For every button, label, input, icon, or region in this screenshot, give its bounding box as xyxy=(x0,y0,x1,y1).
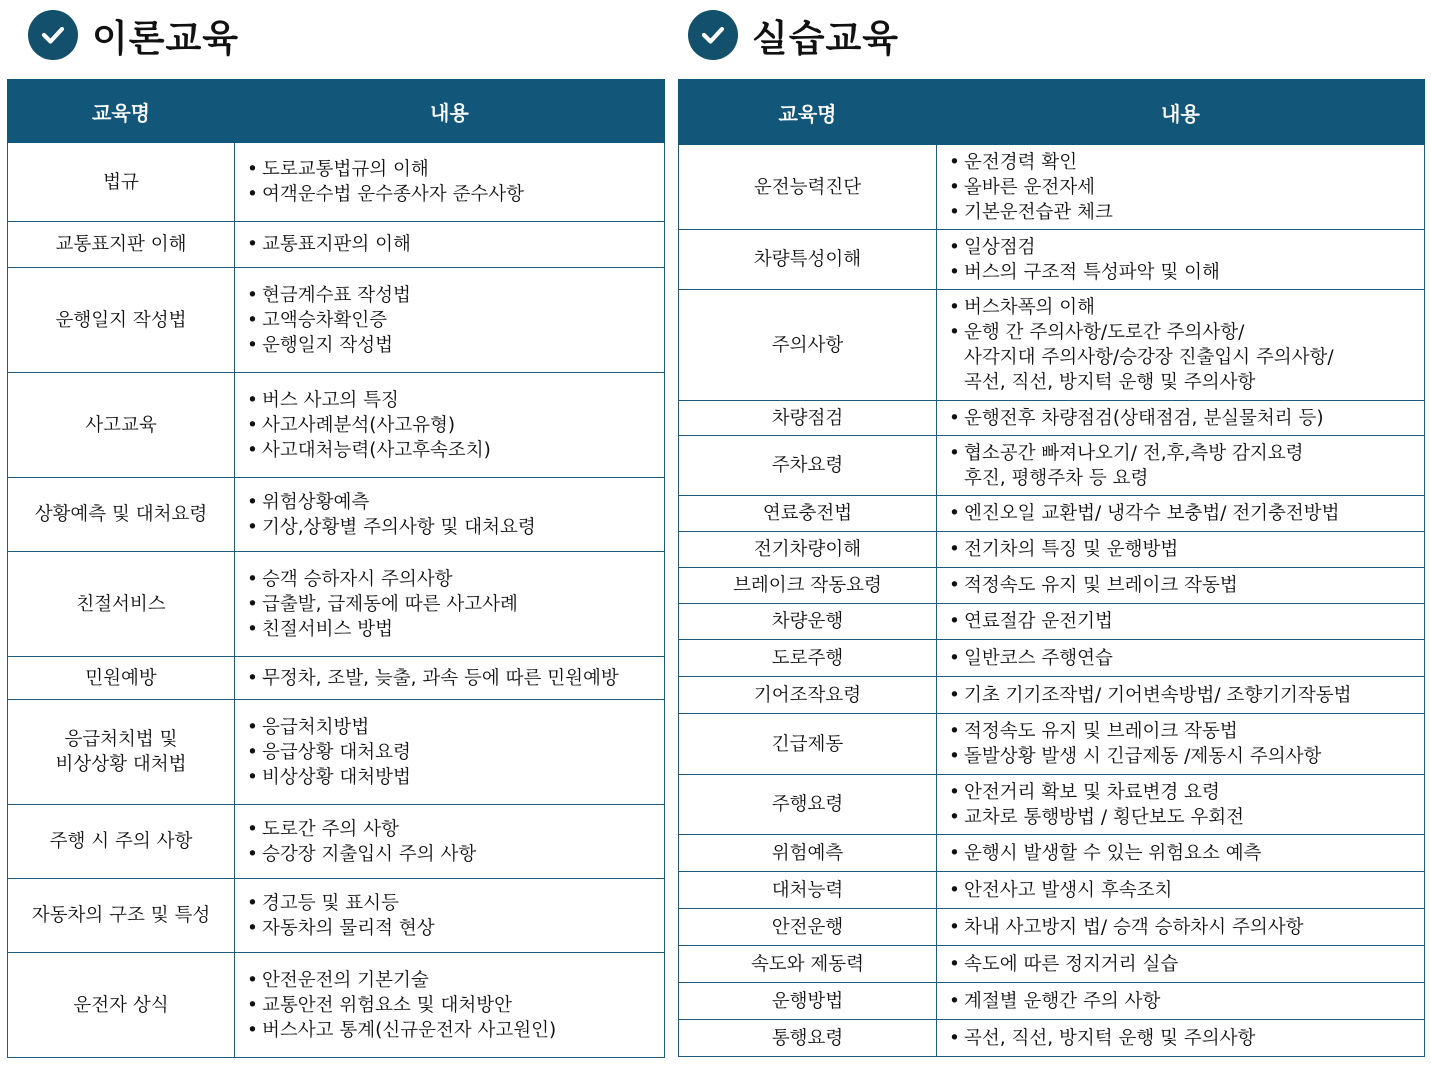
section-header-theory xyxy=(28,8,239,62)
list-item: • 버스사고 통계(신규운전자 사고원인) xyxy=(245,1018,664,1043)
list-item: • 운행전후 차량점검(상태점검, 분실물처리 등) xyxy=(947,406,1424,431)
content-list xyxy=(947,683,1424,708)
list-item: • 일상점검 xyxy=(947,235,1424,260)
column-header-name: 교육명 xyxy=(679,80,937,145)
course-content xyxy=(235,552,665,657)
table-row xyxy=(679,775,1425,835)
column-header-name: 교육명 xyxy=(8,80,235,143)
table-row xyxy=(679,532,1425,568)
section-title: 이론교육 xyxy=(92,17,239,60)
course-name: 운행방법 xyxy=(679,983,937,1020)
table-row xyxy=(8,143,665,222)
content-list xyxy=(245,567,664,642)
list-item: • 기초 기기조작법/ 기어변속방법/ 조향기기작동법 xyxy=(947,683,1424,708)
list-item: • 응급처치방법 xyxy=(245,715,664,740)
course-name: 차량점검 xyxy=(679,401,937,436)
list-item: • 여객운수법 운수종사자 준수사항 xyxy=(245,182,664,207)
list-item: • 전기차의 특징 및 운행방법 xyxy=(947,537,1424,562)
content-list xyxy=(245,157,664,207)
content-list xyxy=(947,406,1424,431)
content-list xyxy=(947,441,1424,491)
course-content xyxy=(235,879,665,953)
table-row xyxy=(679,604,1425,640)
course-name: 안전운행 xyxy=(679,909,937,946)
table-row xyxy=(679,640,1425,677)
list-item: • 버스차폭의 이해 xyxy=(947,295,1424,320)
list-item: • 운행일지 작성법 xyxy=(245,333,664,358)
table-row xyxy=(679,230,1425,290)
list-item: • 교통안전 위험요소 및 대처방안 xyxy=(245,993,664,1018)
course-name: 운전능력진단 xyxy=(679,145,937,230)
table-row xyxy=(8,552,665,657)
course-name: 주의사항 xyxy=(679,290,937,401)
course-content xyxy=(937,290,1425,401)
course-content xyxy=(937,1020,1425,1057)
content-list xyxy=(245,968,664,1043)
section-header-practice xyxy=(688,8,899,62)
course-content xyxy=(937,436,1425,496)
content-list xyxy=(245,388,664,463)
list-item: • 엔진오일 교환법/ 냉각수 보충법/ 전기충전방법 xyxy=(947,501,1424,526)
course-name: 주행요령 xyxy=(679,775,937,835)
course-name: 통행요령 xyxy=(679,1020,937,1057)
check-icon xyxy=(688,10,738,60)
table-row xyxy=(8,222,665,268)
list-item: • 버스 사고의 특징 xyxy=(245,388,664,413)
course-content xyxy=(235,268,665,373)
table-row xyxy=(679,496,1425,532)
list-item: • 운행 간 주의사항/도로간 주의사항/ 사각지대 주의사항/승강장 진출입시 주의사항/ 곡선, 직선, 방지턱 운행 및 주의사항 xyxy=(947,320,1424,395)
column-header-content: 내용 xyxy=(937,80,1425,145)
content-list xyxy=(947,841,1424,866)
content-list xyxy=(947,501,1424,526)
column-header-content: 내용 xyxy=(235,80,665,143)
course-name: 기어조작요령 xyxy=(679,677,937,714)
course-content xyxy=(937,604,1425,640)
content-list xyxy=(947,780,1424,830)
table-row xyxy=(8,700,665,805)
table-row xyxy=(679,677,1425,714)
list-item: • 무정차, 조발, 늦출, 과속 등에 따른 민원예방 xyxy=(245,666,664,691)
list-item: • 응급상황 대처요령 xyxy=(245,740,664,765)
list-item: • 적정속도 유지 및 브레이크 작동법 xyxy=(947,719,1424,744)
list-item: • 적정속도 유지 및 브레이크 작동법 xyxy=(947,573,1424,598)
course-name: 연료충전법 xyxy=(679,496,937,532)
content-list xyxy=(245,817,664,867)
table-row xyxy=(679,145,1425,230)
course-content xyxy=(937,401,1425,436)
list-item: • 자동차의 물리적 현상 xyxy=(245,916,664,941)
content-list xyxy=(947,952,1424,977)
course-name: 법규 xyxy=(8,143,235,222)
content-list xyxy=(245,283,664,358)
table-row xyxy=(679,835,1425,872)
table-row xyxy=(8,657,665,700)
table-row xyxy=(679,983,1425,1020)
list-item: • 계절별 운행간 주의 사항 xyxy=(947,989,1424,1014)
course-content xyxy=(235,222,665,268)
table-row xyxy=(8,268,665,373)
content-list xyxy=(947,719,1424,769)
list-item: • 차내 사고방지 법/ 승객 승하차시 주의사항 xyxy=(947,915,1424,940)
list-item: • 친절서비스 방법 xyxy=(245,617,664,642)
table-row xyxy=(679,436,1425,496)
course-content xyxy=(235,700,665,805)
course-content xyxy=(937,145,1425,230)
table-row xyxy=(679,401,1425,436)
content-list xyxy=(947,646,1424,671)
course-content xyxy=(937,909,1425,946)
table-header-row xyxy=(679,80,1425,145)
list-item: • 안전거리 확보 및 차료변경 요령 xyxy=(947,780,1424,805)
list-item: • 사고사례분석(사고유형) xyxy=(245,413,664,438)
table-row xyxy=(679,568,1425,604)
content-list xyxy=(947,989,1424,1014)
list-item: • 버스의 구조적 특성파악 및 이해 xyxy=(947,260,1424,285)
course-content xyxy=(235,657,665,700)
course-content xyxy=(235,805,665,879)
course-content xyxy=(937,532,1425,568)
course-name: 운행일지 작성법 xyxy=(8,268,235,373)
course-content xyxy=(937,568,1425,604)
practice-table xyxy=(678,79,1425,1057)
list-item: • 운전경력 확인 xyxy=(947,150,1424,175)
list-item: • 승객 승하자시 주의사항 xyxy=(245,567,664,592)
course-name: 민원예방 xyxy=(8,657,235,700)
list-item: • 경고등 및 표시등 xyxy=(245,891,664,916)
table-row xyxy=(679,1020,1425,1057)
list-item: • 기본운전습관 체크 xyxy=(947,200,1424,225)
content-list xyxy=(245,490,664,540)
course-name: 친절서비스 xyxy=(8,552,235,657)
content-list xyxy=(245,232,664,257)
content-list xyxy=(947,150,1424,225)
content-list xyxy=(245,666,664,691)
course-name: 응급처치법 및 비상상황 대처법 xyxy=(8,700,235,805)
table-row xyxy=(679,714,1425,775)
table-row xyxy=(8,879,665,953)
course-name: 주차요령 xyxy=(679,436,937,496)
content-list xyxy=(947,1026,1424,1051)
list-item: • 연료절감 운전기법 xyxy=(947,609,1424,634)
list-item: • 고액승차확인증 xyxy=(245,308,664,333)
list-item: • 승강장 지출입시 주의 사항 xyxy=(245,842,664,867)
list-item: • 도로간 주의 사항 xyxy=(245,817,664,842)
list-item: • 안전사고 발생시 후속조치 xyxy=(947,878,1424,903)
course-name: 대처능력 xyxy=(679,872,937,909)
list-item: • 속도에 따른 정지거리 실습 xyxy=(947,952,1424,977)
course-content xyxy=(937,946,1425,983)
course-content xyxy=(937,230,1425,290)
course-content xyxy=(937,496,1425,532)
list-item: • 일반코스 주행연습 xyxy=(947,646,1424,671)
table-row xyxy=(8,373,665,478)
table-row xyxy=(679,872,1425,909)
course-content xyxy=(937,640,1425,677)
course-content xyxy=(937,677,1425,714)
list-item: • 운행시 발생할 수 있는 위험요소 예측 xyxy=(947,841,1424,866)
list-item: • 교차로 통행방법 / 횡단보도 우회전 xyxy=(947,805,1424,830)
content-list xyxy=(947,295,1424,395)
list-item: • 비상상황 대처방법 xyxy=(245,765,664,790)
course-content xyxy=(235,373,665,478)
course-content xyxy=(937,835,1425,872)
course-name: 속도와 제동력 xyxy=(679,946,937,983)
course-name: 운전자 상식 xyxy=(8,953,235,1058)
course-content xyxy=(937,983,1425,1020)
list-item: • 급출발, 급제동에 따른 사고사례 xyxy=(245,592,664,617)
course-content xyxy=(235,143,665,222)
course-name: 브레이크 작동요령 xyxy=(679,568,937,604)
list-item: • 현금계수표 작성법 xyxy=(245,283,664,308)
section-title: 실습교육 xyxy=(752,17,899,60)
list-item: • 돌발상황 발생 시 긴급제동 /제동시 주의사항 xyxy=(947,744,1424,769)
course-content xyxy=(937,714,1425,775)
list-item: • 교통표지판의 이해 xyxy=(245,232,664,257)
list-item: • 곡선, 직선, 방지턱 운행 및 주의사항 xyxy=(947,1026,1424,1051)
theory-table xyxy=(7,79,665,1058)
table-row xyxy=(8,805,665,879)
course-name: 교통표지판 이해 xyxy=(8,222,235,268)
list-item: • 기상,상황별 주의사항 및 대처요령 xyxy=(245,515,664,540)
course-name: 차량운행 xyxy=(679,604,937,640)
course-name: 사고교육 xyxy=(8,373,235,478)
course-name: 위험예측 xyxy=(679,835,937,872)
table-header-row xyxy=(8,80,665,143)
check-icon xyxy=(28,10,78,60)
content-list xyxy=(947,235,1424,285)
list-item: • 안전운전의 기본기술 xyxy=(245,968,664,993)
list-item: • 올바른 운전자세 xyxy=(947,175,1424,200)
course-name: 차량특성이해 xyxy=(679,230,937,290)
list-item: • 도로교통법규의 이해 xyxy=(245,157,664,182)
table-row xyxy=(679,290,1425,401)
course-content xyxy=(235,478,665,552)
course-name: 상황예측 및 대처요령 xyxy=(8,478,235,552)
course-content xyxy=(235,953,665,1058)
content-list xyxy=(947,609,1424,634)
list-item: • 협소공간 빠져나오기/ 전,후,측방 감지요령 후진, 평행주차 등 요령 xyxy=(947,441,1424,491)
content-list xyxy=(947,878,1424,903)
list-item: • 위험상황예측 xyxy=(245,490,664,515)
course-name: 도로주행 xyxy=(679,640,937,677)
content-list xyxy=(245,891,664,941)
table-row xyxy=(679,946,1425,983)
course-name: 자동차의 구조 및 특성 xyxy=(8,879,235,953)
course-name: 긴급제동 xyxy=(679,714,937,775)
course-content xyxy=(937,872,1425,909)
course-content xyxy=(937,775,1425,835)
table-row xyxy=(8,478,665,552)
course-name: 전기차량이해 xyxy=(679,532,937,568)
content-list xyxy=(947,915,1424,940)
list-item: • 사고대처능력(사고후속조치) xyxy=(245,438,664,463)
content-list xyxy=(947,573,1424,598)
table-row xyxy=(679,909,1425,946)
course-name: 주행 시 주의 사항 xyxy=(8,805,235,879)
table-row xyxy=(8,953,665,1058)
content-list xyxy=(947,537,1424,562)
content-list xyxy=(245,715,664,790)
